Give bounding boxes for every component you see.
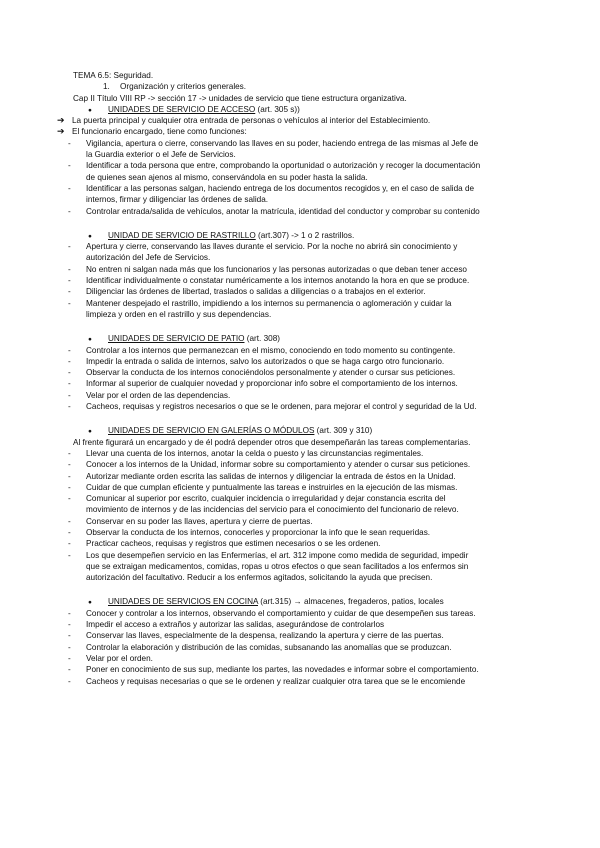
section-heading (0, 333, 600, 344)
dash-bullet-icon: - (68, 460, 71, 470)
dash-bullet-icon: - (68, 471, 71, 481)
dash-bullet-icon: - (68, 665, 71, 675)
line-text: Observar la conducta de los internos conociéndolos personalmente y atender o cursar sus peticiones. (86, 368, 456, 378)
text-line (0, 459, 600, 470)
line-text: Mantener despejado el rastrillo, impidiendo a los internos su permanencia o aglomeración y cuidar la (86, 298, 452, 308)
text-line (0, 437, 600, 448)
heading-reference: (art. 309 y 310) (314, 426, 373, 436)
line-text: Llevar una cuenta de los internos, anotar la celda o puesto y las circunstancias regimentales. (86, 448, 424, 458)
line-text: Cuidar de que cumplan eficiente y puntualmente las tareas e instruirles en la ejecución de las mismas. (86, 482, 458, 492)
line-text: TEMA 6.5: Seguridad. (73, 71, 154, 80)
line-text (108, 104, 300, 115)
text-line (0, 93, 600, 104)
bullet-icon: ● (88, 599, 92, 607)
list-number: 1. (103, 82, 110, 92)
section-heading (0, 596, 600, 607)
line-text: Identificar a las personas salgan, haciendo entrega de los documentos recogidos y, en el caso de salida de (86, 183, 475, 193)
text-line (0, 664, 600, 675)
dash-bullet-icon: - (68, 527, 71, 537)
line-text: Identificar individualmente o constatar numéricamente a los internos anotando la hora en que se produce. (86, 276, 470, 286)
line-text: Velar por el orden de las dependencias. (86, 390, 231, 400)
text-line (0, 264, 600, 275)
text-line (0, 401, 600, 412)
text-line (0, 138, 600, 149)
section-heading (0, 425, 600, 436)
dash-bullet-icon: - (68, 550, 71, 560)
text-line (0, 115, 600, 126)
text-line (0, 183, 600, 194)
text-line (0, 81, 600, 92)
line-text: Diligenciar las órdenes de libertad, traslados o salidas a diligencias o a trabajos en el exterior. (86, 287, 426, 297)
text-line (0, 630, 600, 641)
text-line (0, 572, 600, 583)
text-line (0, 298, 600, 309)
text-line (0, 275, 600, 286)
line-text: la Guardia exterior o el Jefe de Servicios. (86, 150, 236, 160)
line-text: Cacheos, requisas y registros necesarios o que se le ordenen, para mejorar el control y seguridad de la Ud. (86, 402, 477, 412)
heading-reference: (art. 305 s)) (255, 104, 300, 114)
line-text: autorización del facultativo. Reducir a los enfermos agitados, solicitando la ayuda que precisen. (86, 573, 433, 583)
dash-bullet-icon: - (68, 539, 71, 549)
dash-bullet-icon: - (68, 298, 71, 308)
text-line (0, 194, 600, 205)
dash-bullet-icon: - (68, 516, 71, 526)
arrow-bullet-icon: ➔ (57, 126, 65, 137)
text-line (0, 149, 600, 160)
dash-bullet-icon: - (68, 482, 71, 492)
document-content (0, 70, 600, 687)
line-text: Vigilancia, apertura o cierre, conservando las llaves en su poder, haciendo entrega de las mismas al Jefe de (86, 138, 479, 148)
line-text: Controlar la elaboración y distribución de las comidas, subsanando las anomalías que se produzcan. (86, 642, 452, 652)
line-text (108, 333, 280, 344)
heading-title: UNIDADES DE SERVICIOS EN COCINA (108, 597, 258, 607)
line-text: Organización y criterios generales. (120, 82, 247, 92)
heading-reference: (art.307) -> 1 o 2 rastrillos. (255, 230, 355, 240)
text-line (0, 126, 600, 137)
dash-bullet-icon: - (68, 653, 71, 663)
text-line (0, 538, 600, 549)
section-heading (0, 230, 600, 241)
dash-bullet-icon: - (68, 242, 71, 252)
text-line (0, 356, 600, 367)
dash-bullet-icon: - (68, 631, 71, 641)
line-text: Impedir la entrada o salida de internos, salvo los autorizados o que se haga cargo otro funcionario. (86, 356, 445, 366)
text-line (0, 527, 600, 538)
paragraph-spacer (0, 583, 600, 596)
text-line (0, 550, 600, 561)
arrow-bullet-icon: ➔ (57, 115, 65, 126)
text-line (0, 172, 600, 183)
text-line (0, 619, 600, 630)
dash-bullet-icon: - (68, 345, 71, 355)
text-line (0, 206, 600, 217)
line-text: limpieza y orden en el rastrillo y sus dependencias. (86, 309, 272, 319)
line-text: de quienes sean ajenos al mismo, conservándola en su poder hasta la salida. (86, 172, 368, 182)
line-text: Los que desempeñen servicio en las Enfermerías, el art. 312 impone como medida de seguridad, impedir (86, 550, 469, 560)
text-line (0, 608, 600, 619)
dash-bullet-icon: - (68, 448, 71, 458)
line-text: movimiento de internos y de las incidencias del servicio para el conocimiento del funcionario de relevo. (86, 505, 459, 515)
line-text: Conservar en su poder las llaves, apertura y cierre de puertas. (86, 516, 313, 526)
line-text: Conservar las llaves, especialmente de la despensa, realizando la apertura y cierre de las puertas. (86, 631, 444, 641)
line-text: Observar la conducta de los internos, conocerles y proporcionar la info que le sean requeridas. (86, 527, 431, 537)
heading-title: UNIDADES DE SERVICIO DE ACCESO (108, 104, 256, 114)
text-line (0, 493, 600, 504)
dash-bullet-icon: - (68, 608, 71, 618)
text-line (0, 378, 600, 389)
heading-reference: (art. 308) (244, 334, 280, 344)
line-text (108, 425, 372, 436)
text-line (0, 561, 600, 572)
text-line (0, 482, 600, 493)
text-line (0, 471, 600, 482)
text-line (0, 653, 600, 664)
line-text: Autorizar mediante orden escrita las salidas de internos y diligenciar la entrada de éstos en la Unidad. (86, 471, 456, 481)
line-text: La puerta principal y cualquier otra entrada de personas o vehículos al interior del Establecimiento. (72, 116, 431, 126)
section-heading (0, 104, 600, 115)
dash-bullet-icon: - (68, 642, 71, 652)
text-line (0, 448, 600, 459)
line-text (108, 596, 444, 607)
dash-bullet-icon: - (68, 379, 71, 389)
text-line (0, 160, 600, 171)
text-line (0, 367, 600, 378)
text-line (0, 345, 600, 356)
text-line (0, 286, 600, 297)
dash-bullet-icon: - (68, 161, 71, 171)
bullet-icon: ● (88, 428, 92, 436)
dash-bullet-icon: - (68, 276, 71, 286)
text-line (0, 241, 600, 252)
text-line (0, 70, 600, 81)
line-text: Informar al superior de cualquier novedad y proporcionar info sobre el comportamiento de los internos. (86, 379, 458, 389)
line-text: Al frente figurará un encargado y de él podrá depender otros que desempeñarán las tareas complementarias. (73, 437, 471, 447)
paragraph-spacer (0, 412, 600, 425)
heading-title: UNIDADES DE SERVICIO DE PATIO (108, 334, 245, 344)
dash-bullet-icon: - (68, 390, 71, 400)
paragraph-spacer (0, 217, 600, 230)
dash-bullet-icon: - (68, 402, 71, 412)
dash-bullet-icon: - (68, 356, 71, 366)
dash-bullet-icon: - (68, 264, 71, 274)
line-text: Conocer y controlar a los internos, observando el comportamiento y cuidar de que desempeñen sus tareas. (86, 608, 476, 618)
dash-bullet-icon: - (68, 287, 71, 297)
line-text: internos, firmar y diligenciar las órdenes de salida. (86, 195, 269, 205)
dash-bullet-icon: - (68, 183, 71, 193)
line-text: Apertura y cierre, conservando las llaves durante el servicio. Por la noche no abrirá sin conocimiento y (86, 242, 458, 252)
line-text: Velar por el orden. (86, 653, 153, 663)
text-line (0, 390, 600, 401)
line-text: Conocer a los internos de la Unidad, informar sobre su comportamiento y atender o cursar sus peticiones. (86, 460, 471, 470)
dash-bullet-icon: - (68, 206, 71, 216)
dash-bullet-icon: - (68, 620, 71, 630)
line-text: Impedir el acceso a extraños y autorizar las salidas, asegurándose de controlarlos (86, 620, 385, 630)
line-text: Controlar a los internos que permanezcan en el mismo, conociendo en todo momento su contingente. (86, 345, 456, 355)
heading-title: UNIDAD DE SERVICIO DE RASTRILLO (108, 230, 256, 240)
line-text: autorización del Jefe de Servicios. (86, 253, 211, 263)
dash-bullet-icon: - (68, 676, 71, 686)
text-line (0, 309, 600, 320)
dash-bullet-icon: - (68, 494, 71, 504)
text-line (0, 676, 600, 687)
line-text: Cap II Título VIII RP -> sección 17 -> unidades de servicio que tiene estructura organizativa. (73, 93, 407, 103)
text-line (0, 642, 600, 653)
dash-bullet-icon: - (68, 368, 71, 378)
line-text: que se extraigan medicamentos, comidas, ropas u otros efectos o que sean facilitados a los enfermos sin (86, 561, 469, 571)
heading-reference: (art.315) → almacenes, fregaderos, patios, locales (258, 597, 444, 607)
text-line (0, 504, 600, 515)
line-text: Comunicar al superior por escrito, cualquier incidencia o irregularidad y dejar constancia escrita del (86, 494, 446, 504)
line-text: Controlar entrada/salida de vehículos, anotar la matrícula, identidad del conductor y comprobar su contenido (86, 206, 480, 216)
bullet-icon: ● (88, 106, 92, 114)
line-text: Identificar a toda persona que entre, comprobando la oportunidad o autorización y recoger la documentación (86, 161, 481, 171)
line-text: Poner en conocimiento de sus sup, mediante los partes, las novedades e informar sobre el comportamiento. (86, 665, 479, 675)
bullet-icon: ● (88, 232, 92, 240)
line-text: Practicar cacheos, requisas y registros que estimen necesarios o se les ordenen. (86, 539, 381, 549)
line-text: Cacheos y requisas necesarias o que se le ordenen y realizar cualquier otra tarea que se le encomiende (86, 676, 466, 686)
line-text: No entren ni salgan nada más que los funcionarios y las personas autorizadas o que deban tener acceso (86, 264, 467, 274)
text-line (0, 516, 600, 527)
bullet-icon: ● (88, 336, 92, 344)
paragraph-spacer (0, 320, 600, 333)
line-text (108, 230, 354, 241)
text-line (0, 252, 600, 263)
line-text: El funcionario encargado, tiene como funciones: (72, 127, 247, 137)
dash-bullet-icon: - (68, 138, 71, 148)
heading-title: UNIDADES DE SERVICIO EN GALERÍAS O MÓDULOS (108, 426, 315, 436)
